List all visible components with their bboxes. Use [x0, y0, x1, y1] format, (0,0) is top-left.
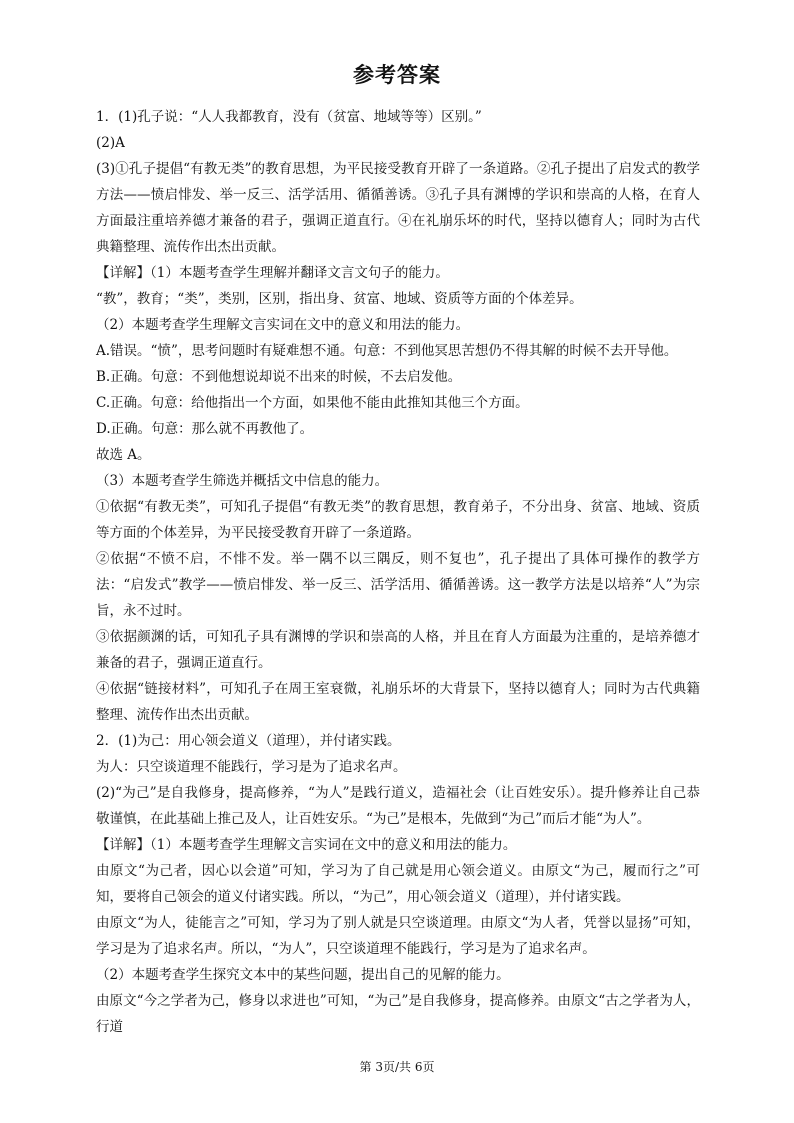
paragraph: (2)A — [96, 135, 125, 151]
paragraph: (2)“为己”是自我修身，提高修养，“为人”是践行道义，造福社会（让百姓安乐）。提升修养让自己恭敬谨慎，在此基础上推己及人，让百姓安乐。“为己”是根本，先做到“为己”而后才能“为人”。 — [96, 785, 700, 827]
page-title: 参考答案 — [353, 63, 441, 87]
paragraph: ④依据“链接材料”，可知孔子在周王室衰微，礼崩乐坏的大背景下，坚持以德育人；同时为古代典籍整理、流传作出杰出贡献。 — [96, 681, 700, 723]
paragraph: 由原文“为己者，因心以会道”可知，学习为了自己就是用心领会道义。由原文“为己，履而行之”可知，要将自己领会的道义付诸实践。所以，“为己”，用心领会道义（道理），并付诸实践。 — [96, 863, 700, 905]
paragraph: A.错误。“愤”，思考问题时有疑难想不通。句意：不到他冥思苦想仍不得其解的时候不去开导他。 — [96, 343, 678, 359]
paragraph: 由原文“今之学者为己，修身以求进也”可知，“为己”是自我修身，提高修养。由原文“古之学者为人，行道 — [96, 993, 700, 1035]
paragraph: （2）本题考查学生探究文本中的某些问题，提出自己的见解的能力。 — [96, 967, 510, 983]
paragraph: D.正确。句意：那么就不再教他了。 — [96, 421, 314, 437]
paragraph: （2）本题考查学生理解文言实词在文中的意义和用法的能力。 — [96, 317, 470, 333]
paragraph: B.正确。句意：不到他想说却说不出来的时候，不去启发他。 — [96, 369, 462, 385]
paragraph: 【详解】（1）本题考查学生理解文言实词在文中的意义和用法的能力。 — [96, 837, 517, 853]
paragraph: ③依据颜渊的话，可知孔子具有渊博的学识和崇高的人格，并且在育人方面最为注重的，是培养德才兼备的君子，强调正道直行。 — [96, 629, 700, 671]
paragraph: 故选 A。 — [96, 447, 151, 463]
paragraph: ①依据“有教无类”，可知孔子提倡“有教无类”的教育思想，教育弟子，不分出身、贫富、地域、资质等方面的个体差异，为平民接受教育开辟了一条道路。 — [96, 499, 700, 541]
paragraph: ②依据“不愤不启，不悱不发。举一隅不以三隅反，则不复也”，孔子提出了具体可操作的教学方法：“启发式”教学——愤启悱发、举一反三、活学活用、循循善诱。这一教学方法是以培养“人”为宗旨，永不过时。 — [96, 551, 700, 619]
paragraph: C.正确。句意：给他指出一个方面，如果他不能由此推知其他三个方面。 — [96, 395, 529, 411]
answer-content — [96, 104, 700, 1040]
paragraph: “教”，教育；“类”，类别，区别，指出身、贫富、地域、资质等方面的个体差异。 — [96, 291, 583, 307]
page-footer: 第 3页/共 6页 — [359, 1060, 435, 1074]
paragraph: 为人：只空谈道理不能践行，学习是为了追求名声。 — [96, 759, 407, 775]
paragraph: （3）本题考查学生筛选并概括文中信息的能力。 — [96, 473, 389, 489]
paragraph: 【详解】（1）本题考查学生理解并翻译文言文句子的能力。 — [96, 265, 449, 281]
paragraph: (3)①孔子提倡“有教无类”的教育思想，为平民接受教育开辟了一条道路。②孔子提出了启发式的教学方法——愤启悱发、举一反三、活学活用、循循善诱。③孔子具有渊博的学识和崇高的人格，在育人方面最注重培养德才兼备的君子，强调正道直行。④在礼崩乐坏的时代，坚持以德育人；同时为古代典籍整理、流传作出杰出贡献。 — [96, 161, 700, 255]
paragraph: 1．(1)孔子说：“人人我都教育，没有（贫富、地域等等）区别。” — [96, 109, 482, 125]
paragraph: 2．(1)为己：用心领会道义（道理），并付诸实践。 — [96, 733, 401, 749]
paragraph: 由原文“为人，徒能言之”可知，学习为了别人就是只空谈道理。由原文“为人者，凭誉以显扬”可知，学习是为了追求名声。所以，“为人”，只空谈道理不能践行，学习是为了追求名声。 — [96, 915, 700, 957]
